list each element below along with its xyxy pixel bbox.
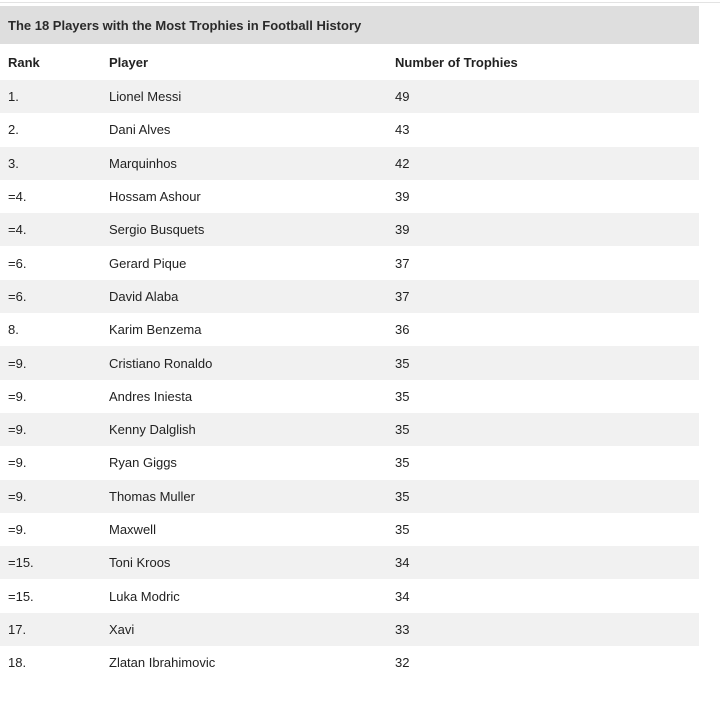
cell-trophies: 35 xyxy=(395,422,410,438)
cell-trophies: 39 xyxy=(395,189,410,205)
table-row xyxy=(0,579,699,612)
trophies-table xyxy=(0,6,699,679)
table-title: The 18 Players with the Most Trophies in Football History xyxy=(0,6,699,44)
table-row xyxy=(0,346,699,379)
header-rank: Rank xyxy=(8,54,40,70)
table-row xyxy=(0,246,699,279)
cell-trophies: 42 xyxy=(395,155,410,171)
cell-rank: 2. xyxy=(8,122,19,138)
cell-player: Maxwell xyxy=(109,522,156,537)
cell-rank: =9. xyxy=(8,355,27,371)
cell-trophies: 35 xyxy=(395,455,410,471)
cell-trophies: 35 xyxy=(395,388,410,404)
cell-trophies: 43 xyxy=(395,122,410,138)
table-row xyxy=(0,80,699,113)
cell-trophies: 33 xyxy=(395,621,410,637)
cell-player: Andres Iniesta xyxy=(109,388,193,404)
table-body xyxy=(0,80,699,679)
table-row xyxy=(0,413,699,446)
cell-player: Kenny Dalglish xyxy=(109,422,196,438)
cell-player: Thomas Muller xyxy=(109,488,195,504)
cell-rank: =9. xyxy=(8,388,27,404)
cell-rank: =4. xyxy=(8,222,27,238)
table-row xyxy=(0,480,699,513)
cell-player: Luka Modric xyxy=(109,588,180,604)
table-row xyxy=(0,513,699,546)
table-row xyxy=(0,113,699,146)
table-header-row xyxy=(0,44,699,80)
table-row xyxy=(0,613,699,646)
cell-rank: =9. xyxy=(8,522,27,537)
cell-trophies: 34 xyxy=(395,555,410,571)
cell-trophies: 39 xyxy=(395,222,410,238)
cell-rank: =6. xyxy=(8,288,27,304)
table-row xyxy=(0,180,699,213)
table-row xyxy=(0,646,699,679)
header-trophies: Number of Trophies xyxy=(395,54,518,70)
cell-trophies: 49 xyxy=(395,89,410,105)
cell-player: Toni Kroos xyxy=(109,555,171,571)
header-player: Player xyxy=(109,54,149,70)
cell-rank: =9. xyxy=(8,455,27,471)
cell-rank: =9. xyxy=(8,422,27,438)
table-row xyxy=(0,446,699,479)
cell-player: Xavi xyxy=(109,621,135,637)
cell-player: Sergio Busquets xyxy=(109,222,205,238)
cell-rank: =6. xyxy=(8,255,27,271)
cell-player: Cristiano Ronaldo xyxy=(109,355,213,371)
cell-player: Zlatan Ibrahimovic xyxy=(109,655,216,671)
cell-player: David Alaba xyxy=(109,288,179,304)
cell-rank: 1. xyxy=(8,89,19,105)
table-row xyxy=(0,380,699,413)
cell-trophies: 37 xyxy=(395,288,410,304)
top-divider xyxy=(0,2,720,3)
cell-rank: =4. xyxy=(8,189,27,205)
cell-player: Hossam Ashour xyxy=(109,189,201,205)
cell-rank: =15. xyxy=(8,588,34,604)
cell-player: Gerard Pique xyxy=(109,255,187,271)
cell-player: Dani Alves xyxy=(109,122,171,138)
table-row xyxy=(0,313,699,346)
cell-trophies: 34 xyxy=(395,588,410,604)
cell-player: Ryan Giggs xyxy=(109,455,177,471)
cell-rank: 18. xyxy=(8,655,27,671)
cell-trophies: 36 xyxy=(395,322,410,338)
cell-rank: 17. xyxy=(8,621,27,637)
cell-trophies: 37 xyxy=(395,255,410,271)
cell-rank: =15. xyxy=(8,555,34,571)
table-row xyxy=(0,546,699,579)
cell-trophies: 35 xyxy=(395,488,410,504)
cell-rank: =9. xyxy=(8,488,27,504)
cell-trophies: 35 xyxy=(395,355,410,371)
cell-player: Karim Benzema xyxy=(109,322,202,338)
table-row xyxy=(0,147,699,180)
cell-rank: 8. xyxy=(8,322,19,338)
cell-trophies: 32 xyxy=(395,655,410,671)
cell-player: Marquinhos xyxy=(109,155,177,171)
cell-rank: 3. xyxy=(8,155,19,171)
table-row xyxy=(0,280,699,313)
table-row xyxy=(0,213,699,246)
cell-player: Lionel Messi xyxy=(109,89,182,105)
cell-trophies: 35 xyxy=(395,522,410,537)
